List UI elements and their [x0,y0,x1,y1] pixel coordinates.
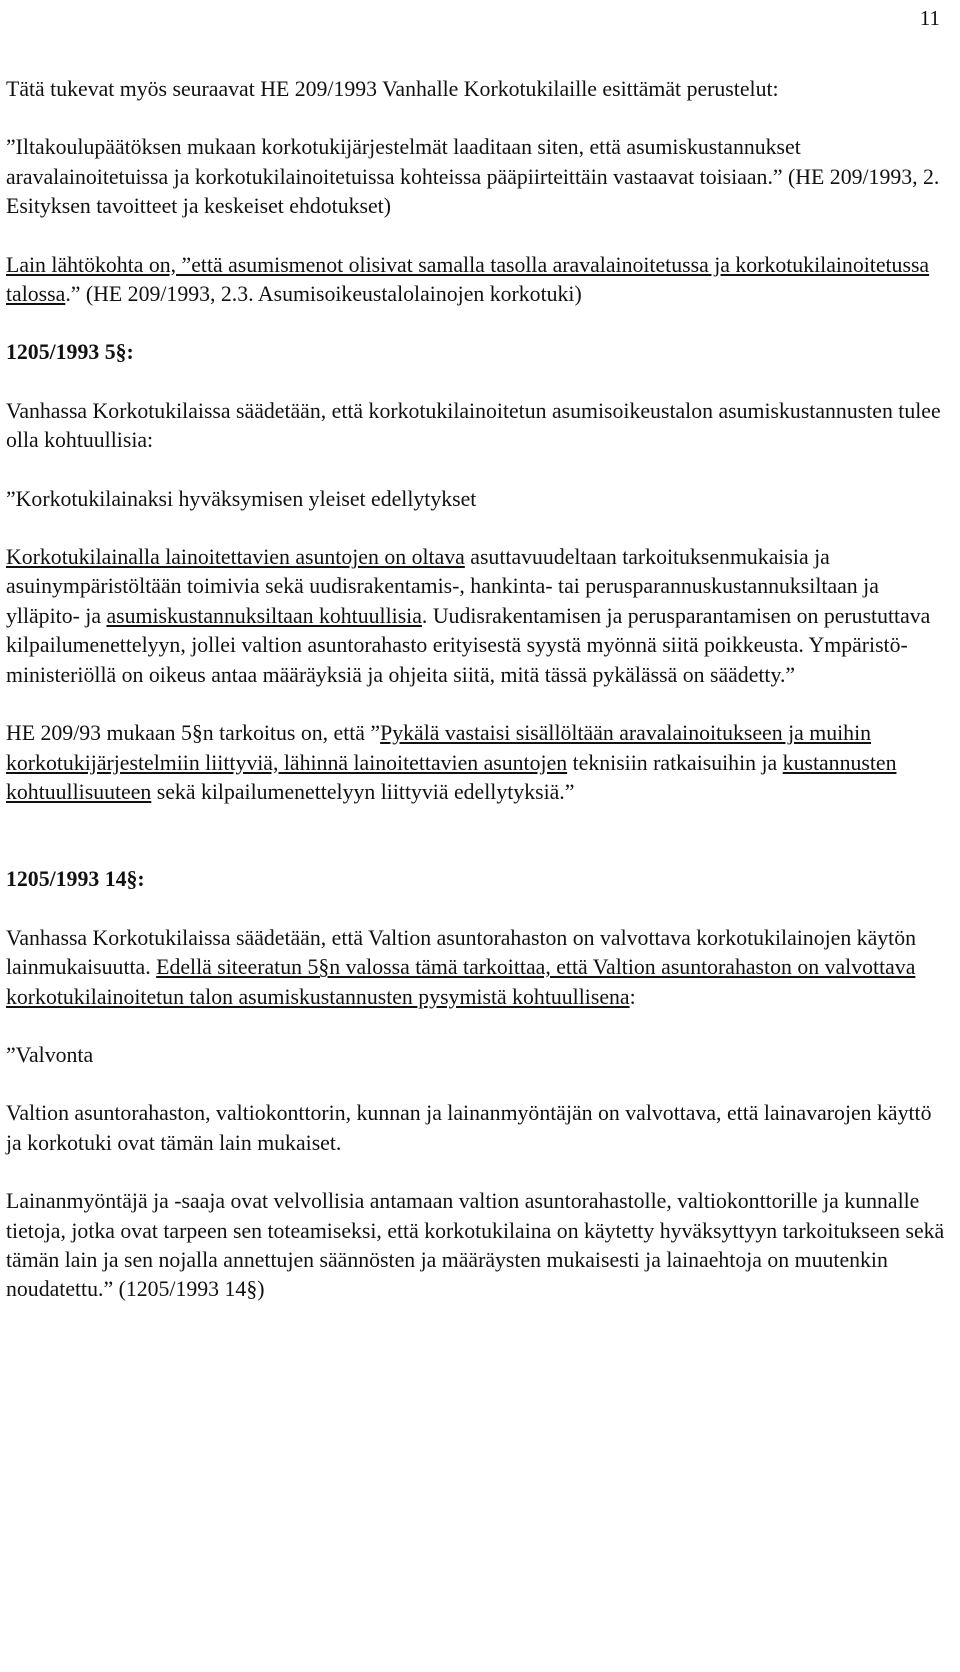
text-run: Vanhassa Korkotukilaissa säädetään, että Valtion asuntorahaston on valvottava korkotukilainojen käytön lainmukaisuutta. [6,925,916,980]
paragraph [6,543,946,690]
paragraph [6,1187,946,1305]
text-run: : [629,984,636,1009]
text-run: ”Korkotukilainaksi hyväksymisen yleiset edellytykset [6,486,477,511]
page-number: 11 [919,6,940,30]
underlined-text: Korkotukilainalla lainoitettavien asuntojen on oltava [6,545,465,570]
paragraph [6,133,946,221]
paragraph [6,75,946,104]
text-run: 1205/1993 14§: [6,867,145,892]
text-run: Vanhassa Korkotukilaissa säädetään, että korkotukilainoitetun asumisoikeustalon asumiskustannusten tulee olla kohtuullisia: [6,398,941,453]
text-run: sekä kilpailumenettelyyn liittyviä edellytyksiä.” [151,779,575,804]
text-run: asuttavuudeltaan tarkoituksenmukaisia ja asuinympäristöltään toimivia sekä uudisrakentamis-, hankinta- tai perusparannuskustannuksiltaan ja ylläpito- ja [6,545,879,628]
text-run: .” (HE 209/1993, 2.3. Asumisoikeustalolainojen korkotuki) [65,282,582,307]
text-run: HE 209/93 mukaan 5§n tarkoitus on, että ” [6,721,381,746]
text-run: ”Valvonta [6,1042,94,1067]
paragraph [6,924,946,1012]
text-run: Lainanmyöntäjä ja -saaja ovat velvollisia antamaan valtion asuntorahastolle, valtiokonttorille ja kunnalle tietoja, jotka ovat tarpeen sen toteamiseksi, että korkotukilaina on käytetty hyväksyttyyn tarkoitukseen sekä tämän lain ja sen nojalla annettujen säännösten ja määräysten mukaisesti ja lainaehtoja on muutenkin noudatettu.” (1205/1993 14§) [6,1189,945,1302]
text-run: . Uudisrakentamisen ja perusparantamisen on perustuttava kilpailumenettelyyn, jollei valtion asuntorahasto erityisestä syystä myönnä siitä poikkeusta. Ympäristö- ministeriöllä on oikeus antaa määräyksiä ja ohjeita siitä, mitä tässä pykälässä on säädetty.” [6,603,931,687]
paragraph [6,1099,946,1158]
text-run: Tätä tukevat myös seuraavat HE 209/1993 Vanhalle Korkotukilaille esittämät perustelut: [6,77,779,101]
underlined-text: Pykälä vastaisi sisällöltään aravalainoitukseen ja muihin korkotukijärjestelmiin liittyviä, lähinnä lainoitettavien asuntojen [6,721,872,775]
underlined-text: Edellä siteeratun 5§n valossa tämä tarkoittaa, että Valtion asuntorahaston on valvottava korkotukilainoitetun talon asumiskustannusten pysymistä kohtuullisena [6,955,916,1009]
text-run: ”Iltakoulupäätöksen mukaan korkotukijärjestelmät laaditaan siten, että asumiskustannukset aravalainoitetuissa ja korkotukilainoitetuissa kohteissa pääpiirteittäin vastaavat toisiaan.” (HE 209/1993, 2. Esityksen tavoitteet ja keskeiset ehdotukset) [6,135,940,219]
paragraph [6,719,946,807]
underlined-text: asumiskustannuksiltaan kohtuullisia [106,603,422,628]
underlined-text: Lain lähtökohta on, ”että asumismenot olisivat samalla tasolla aravalainoitetussa ja korkotukilainoitetussa talossa [6,252,930,307]
text-run: Valtion asuntorahaston, valtiokonttorin, kunnan ja lainanmyöntäjän on valvottava, että lainavarojen käyttö ja korkotuki ovat tämän lain mukaiset. [6,1101,932,1155]
paragraph [6,251,946,310]
text-run: teknisiin ratkaisuihin ja [567,750,783,775]
underlined-text: kustannusten kohtuullisuuteen [6,750,897,804]
paragraph [6,1041,946,1070]
section-heading [6,338,946,367]
document-body [6,75,946,1334]
paragraph [6,485,946,514]
section-heading [6,865,946,894]
paragraph [6,397,946,456]
text-run: 1205/1993 5§: [6,340,134,365]
